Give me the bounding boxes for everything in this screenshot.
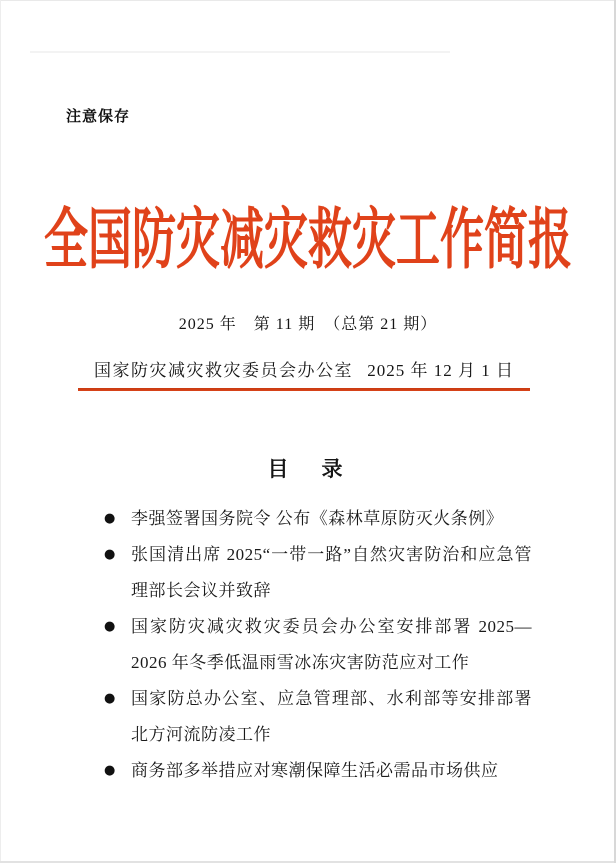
issue-date: 2025 年 12 月 1 日 bbox=[367, 361, 514, 380]
red-divider-rule bbox=[78, 388, 530, 391]
bullet-icon: ● bbox=[104, 691, 116, 706]
toc-item-text: 商务部多举措应对寒潮保障生活必需品市场供应 bbox=[131, 761, 499, 780]
issuer-date-row bbox=[78, 356, 530, 381]
toc-item-text: 李强签署国务院令 公布《森林草原防灭火条例》 bbox=[131, 509, 504, 528]
issuing-office: 国家防灾减灾救灾委员会办公室 bbox=[94, 361, 353, 380]
toc-item-text: 国家防总办公室、应急管理部、水利部等安排部署北方河流防凌工作 bbox=[131, 689, 532, 744]
toc-list bbox=[104, 501, 532, 789]
toc-heading: 目 录 bbox=[267, 457, 349, 481]
keep-note-label: 注意保存 bbox=[66, 108, 131, 125]
bullet-icon: ● bbox=[104, 547, 116, 562]
toc-item bbox=[104, 501, 532, 537]
toc-item-text: 张国清出席 2025“一带一路”自然灾害防治和应急管理部长会议并致辞 bbox=[131, 545, 532, 600]
bullet-icon: ● bbox=[104, 619, 116, 634]
bullet-icon: ● bbox=[104, 763, 116, 778]
toc-item-text: 国家防灾减灾救灾委员会办公室安排部署 2025—2026 年冬季低温雨雪冰冻灾害防范应对工作 bbox=[131, 617, 532, 672]
scan-artifact bbox=[30, 51, 450, 53]
bulletin-title: 全国防灾减灾救灾工作简报 bbox=[44, 203, 572, 277]
toc-item bbox=[104, 681, 532, 753]
issue-number-line: 2025 年 第 11 期 （总第 21 期） bbox=[178, 316, 438, 333]
toc-item bbox=[104, 537, 532, 609]
bullet-icon: ● bbox=[104, 511, 116, 526]
toc-item bbox=[104, 753, 532, 789]
toc-item bbox=[104, 609, 532, 681]
